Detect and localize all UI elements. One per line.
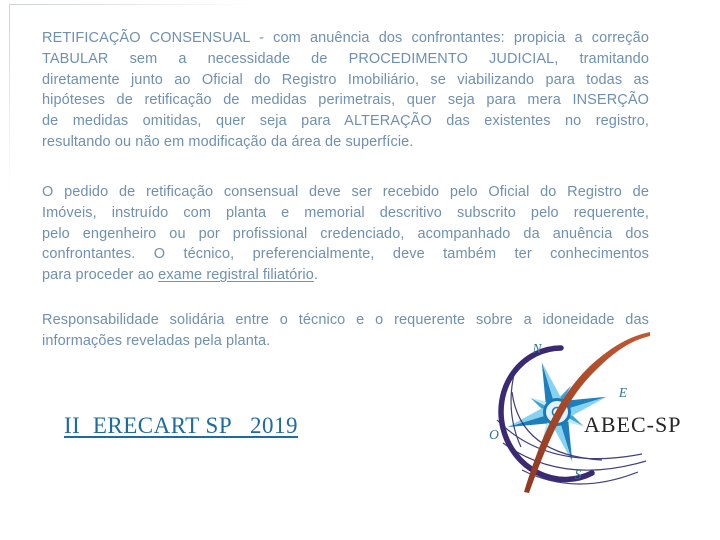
org-name: ABEC-SP (584, 412, 682, 437)
body-line-text: para proceder ao (42, 267, 159, 283)
underlined-phrase: exame registral filiatório (158, 267, 314, 283)
paragraph-pedido-retificacao (42, 182, 649, 286)
body-line: Imóveis, instruído com planta e memorial descritivo subscrito pelo requerente, (42, 204, 649, 221)
body-line (42, 265, 649, 286)
body-line: resultando ou não em modificação da área de superfície. (42, 133, 414, 150)
paragraph-retificacao-consensual (42, 28, 649, 153)
body-line: diretamente junto ao Oficial do Registro Imobiliário, se viabilizando para todas as (42, 71, 649, 88)
body-line: informações reveladas pela planta. (42, 332, 271, 349)
body-line: hipóteses de retificação de medidas perimetrais, quer seja para mera INSERÇÃO (42, 92, 649, 109)
compass-label-south: S (574, 467, 582, 482)
body-line: confrontantes. O técnico, preferencialmente, deve também ter conhecimentos (42, 246, 649, 263)
body-line: TABULAR sem a necessidade de PROCEDIMENTO JUDICIAL, tramitando (42, 50, 649, 67)
compass-label-west: O (489, 427, 499, 442)
event-title: II ERECART SP 2019 (64, 413, 299, 438)
body-line-text: . (313, 267, 319, 283)
body-line: pelo engenheiro ou por profissional credenciado, acompanhado da anuência dos (42, 225, 649, 242)
slide-edge-left (9, 4, 10, 194)
abec-sp-compass-logo (478, 322, 720, 527)
compass-label-east: E (618, 385, 628, 400)
body-line: Responsabilidade solidária entre o técnico e o requerente sobre a idoneidade das (42, 312, 649, 328)
compass-label-north: N (532, 341, 542, 356)
slide-edge-top (9, 4, 259, 5)
body-line: RETIFICAÇÃO CONSENSUAL - com anuência dos confrontantes: propicia a correção (42, 30, 649, 46)
body-line: O pedido de retificação consensual deve ser recebido pelo Oficial do Registro de (42, 184, 649, 200)
body-line: de medidas omitidas, quer seja para ALTERAÇÃO das existentes no registro, (42, 113, 649, 129)
